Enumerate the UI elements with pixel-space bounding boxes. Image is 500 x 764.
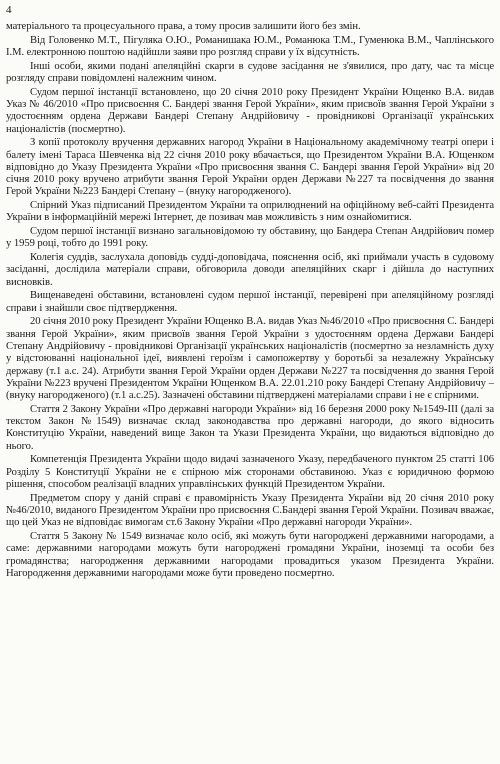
paragraph: Судом першої інстанції визнано загальновідомою ту обставину, що Бандера Степан Андрійович помер у 1959 році, тобто до 1991 року.	[6, 226, 494, 250]
paragraph: Стаття 2 Закону України «Про державні нагороди України» від 16 березня 2000 року №1549-III (далі за текстом Закон №1549) визначає склад законодавства про державні нагороди, до якого відносить Конституцію України, наведений вище Закон та Укази Президента України, що видаються відповідно до нього.	[6, 403, 494, 452]
paragraph: Колегія суддів, заслухала доповідь судді-доповідача, пояснення осіб, які приймали участь в судовому засіданні, дослідила матеріали справи, обговорила доводи апеляційних скарг і дійшла до наступних висновків.	[6, 252, 494, 288]
document-body	[6, 21, 494, 580]
paragraph: Інші особи, якими подані апеляційні скарги в судове засідання не з'явилися, про дату, час та місце розгляду справи повідомлені належним чином.	[6, 60, 494, 84]
paragraph: Компетенція Президента України щодо видачі зазначеного Указу, передбаченого пунктом 25 статті 106 Розділу 5 Конституції України не є спірною між сторонами обставиною. Указ є юридичною формою рішення, способом реалізації владних управлінських функцій Президентом України.	[6, 454, 494, 490]
paragraph: Від Головенко М.Т., Пігуляка О.Ю., Романишака Ю.М., Романюка Т.М., Гуменюка В.М., Чаплінського І.М. електронною поштою надійшли заяви про розгляд справи у їх відсутність.	[6, 34, 494, 58]
paragraph: Стаття 5 Закону № 1549 визначає коло осіб, які можуть бути нагороджені державними нагородами, а саме: державними нагородами можуть бути нагороджені громадяни України, іноземці та особи без громадянства; нагородження державними нагородами провадиться указом Президента України. Нагородження державними нагородами може бути проведено посмертно.	[6, 530, 494, 579]
paragraph: Предметом спору у даній справі є правомірність Указу Президента України від 20 січня 2010 року №46/2010, виданого Президентом України про присвоєння С.Бандері звання Герой України. Позивач вважає, що цей Указ не відповідає вимогам ст.6 Закону України «Про державні нагороди України».	[6, 492, 494, 529]
paragraph: матеріального та процесуального права, а тому просив залишити його без змін.	[6, 21, 361, 32]
page-number: 4	[6, 4, 12, 16]
paragraph: 20 січня 2010 року Президент України Ющенко В.А. видав Указ №46/2010 «Про присвоєння С. Бандері звання Герой України», яким присвоїв звання Герой України з удостоєнням ордена Держави Бандері Степану Андрійовичу - провідникові Організації українських націоналістів (посмертно за незламність духу у відстоюванні національної ідеї, виявлені героїзм і самопожертву у боротьбі за незалежну Українську державу (т.1 а.с. 24). Атрибути звання Герой України орден Держави №227 та посвідчення до звання Герой України №223 вручені Президентом України Ющенком В.А. 22.01.210 року Бандері Степану Андрійовичу – (внуку нагородженого) (т.1 а.с.25). Зазначені обставини підтверджені матеріалами справи і не є спірними.	[6, 316, 494, 402]
paragraph: Вищенаведені обставини, встановлені судом першої інстанції, перевірені при апеляційному розгляді справи і знайшли своє підтвердження.	[6, 290, 494, 314]
paragraph: Спірний Указ підписаний Президентом України та оприлюднений на офіційному веб-сайті Президента України в інформаційній мережі Інтернет, де позивач мав можливість з ним ознайомитися.	[6, 200, 494, 224]
paragraph: З копії протоколу вручення державних нагород України в Національному академічному театрі опери і балету імені Тараса Шевченка від 22 січня 2010 року вбачається, що Президентом України В.А. Ющенком відповідно до Указу Президента України «Про присвоєння звання С. Бандері звання Герой України» від 20 січня 2010 року вручено атрибути звання Герой України орден Держави №227 та посвідчення до звання Герой України №223 Бандері Степану – (внуку нагородженого).	[6, 137, 494, 198]
paragraph: Судом першої інстанції встановлено, що 20 січня 2010 року Президент України Ющенко В.А. видав Указ № 46/2010 «Про присвоєння С. Бандері звання Герой України», яким присвоїв звання Герой України з удостоєнням ордена Держави Бандері Степану Андрійовичу - провідникові Організації українських націоналістів (посмертно).	[6, 86, 494, 135]
